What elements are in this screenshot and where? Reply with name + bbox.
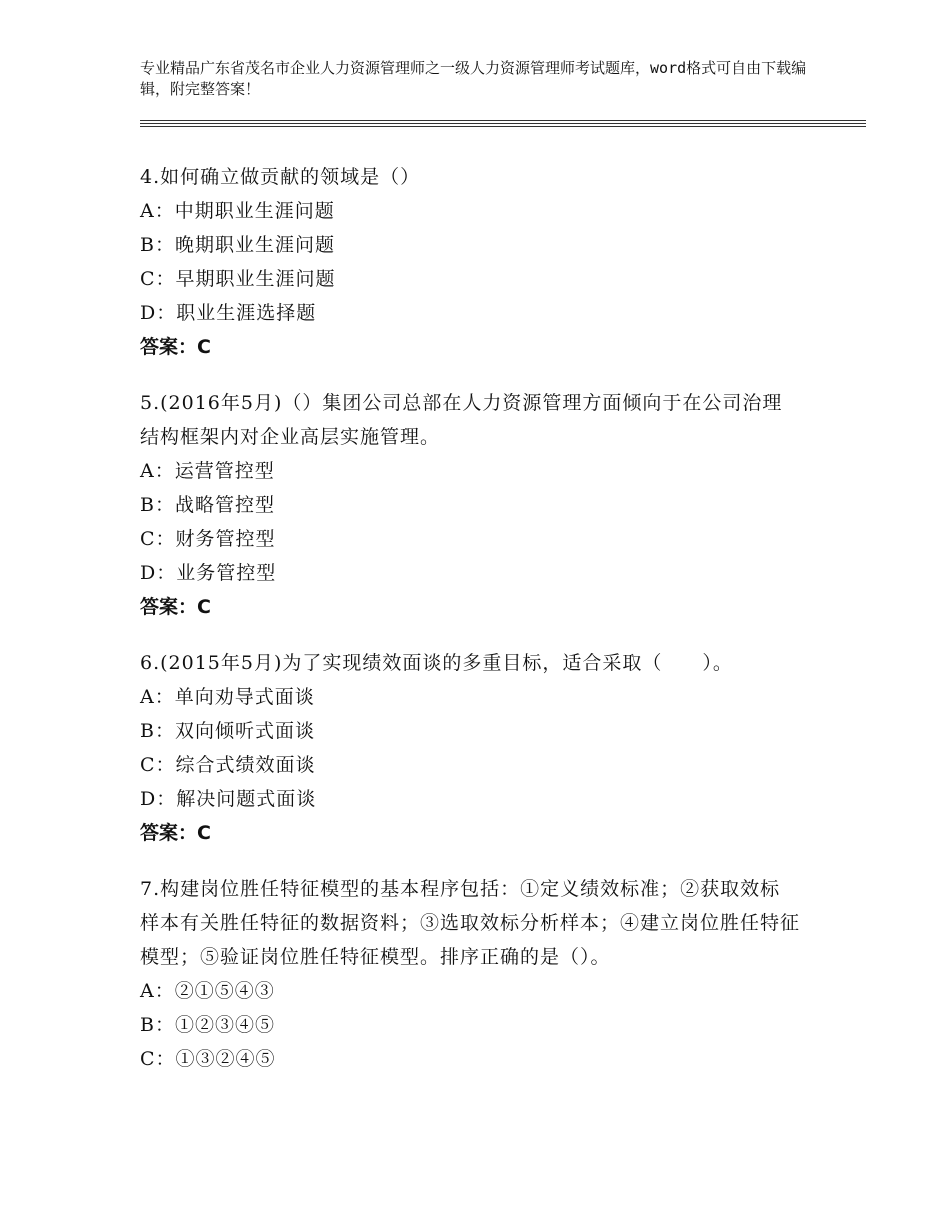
question-6	[140, 646, 820, 850]
option-a: A：运营管控型	[140, 460, 275, 482]
question-stem: 6.(2015年5月)为了实现绩效面谈的多重目标，适合采取（ ）。	[140, 652, 733, 674]
option-a: A：中期职业生涯问题	[140, 200, 335, 222]
question-stem: 7.构建岗位胜任特征模型的基本程序包括：①定义绩效标准；②获取效标样本有关胜任特征的数据资料；③选取效标分析样本；④建立岗位胜任特征模型；⑤验证岗位胜任特征模型。排序正确的是（）。	[140, 878, 801, 968]
question-4	[140, 160, 820, 364]
question-list	[140, 160, 820, 1098]
option-c: C：①③②④⑤	[140, 1048, 276, 1070]
option-d: D：解决问题式面谈	[140, 788, 317, 810]
question-stem: 4.如何确立做贡献的领域是（）	[140, 166, 421, 188]
option-c: C：早期职业生涯问题	[140, 268, 336, 290]
header-rule-3	[140, 126, 866, 127]
option-c: C：财务管控型	[140, 528, 276, 550]
document-header: 专业精品广东省茂名市企业人力资源管理师之一级人力资源管理师考试题库，word格式可自由下载编辑，附完整答案！	[140, 59, 807, 98]
question-5	[140, 386, 820, 624]
question-stem: 5.(2016年5月)（）集团公司总部在人力资源管理方面倾向于在公司治理结构框架内对企业高层实施管理。	[140, 392, 783, 448]
option-b: B：晚期职业生涯问题	[140, 234, 335, 256]
option-b: B：战略管控型	[140, 494, 275, 516]
answer: 答案：C	[140, 822, 211, 844]
question-7	[140, 872, 820, 1076]
header-rule-1	[140, 120, 866, 121]
option-b: B：①②③④⑤	[140, 1014, 275, 1036]
option-c: C：综合式绩效面谈	[140, 754, 316, 776]
option-b: B：双向倾听式面谈	[140, 720, 315, 742]
option-a: A：单向劝导式面谈	[140, 686, 315, 708]
option-d: D：业务管控型	[140, 562, 277, 584]
option-a: A：②①⑤④③	[140, 980, 275, 1002]
header-rule-2	[140, 123, 866, 124]
answer: 答案：C	[140, 336, 211, 358]
answer: 答案：C	[140, 596, 211, 618]
option-d: D：职业生涯选择题	[140, 302, 317, 324]
